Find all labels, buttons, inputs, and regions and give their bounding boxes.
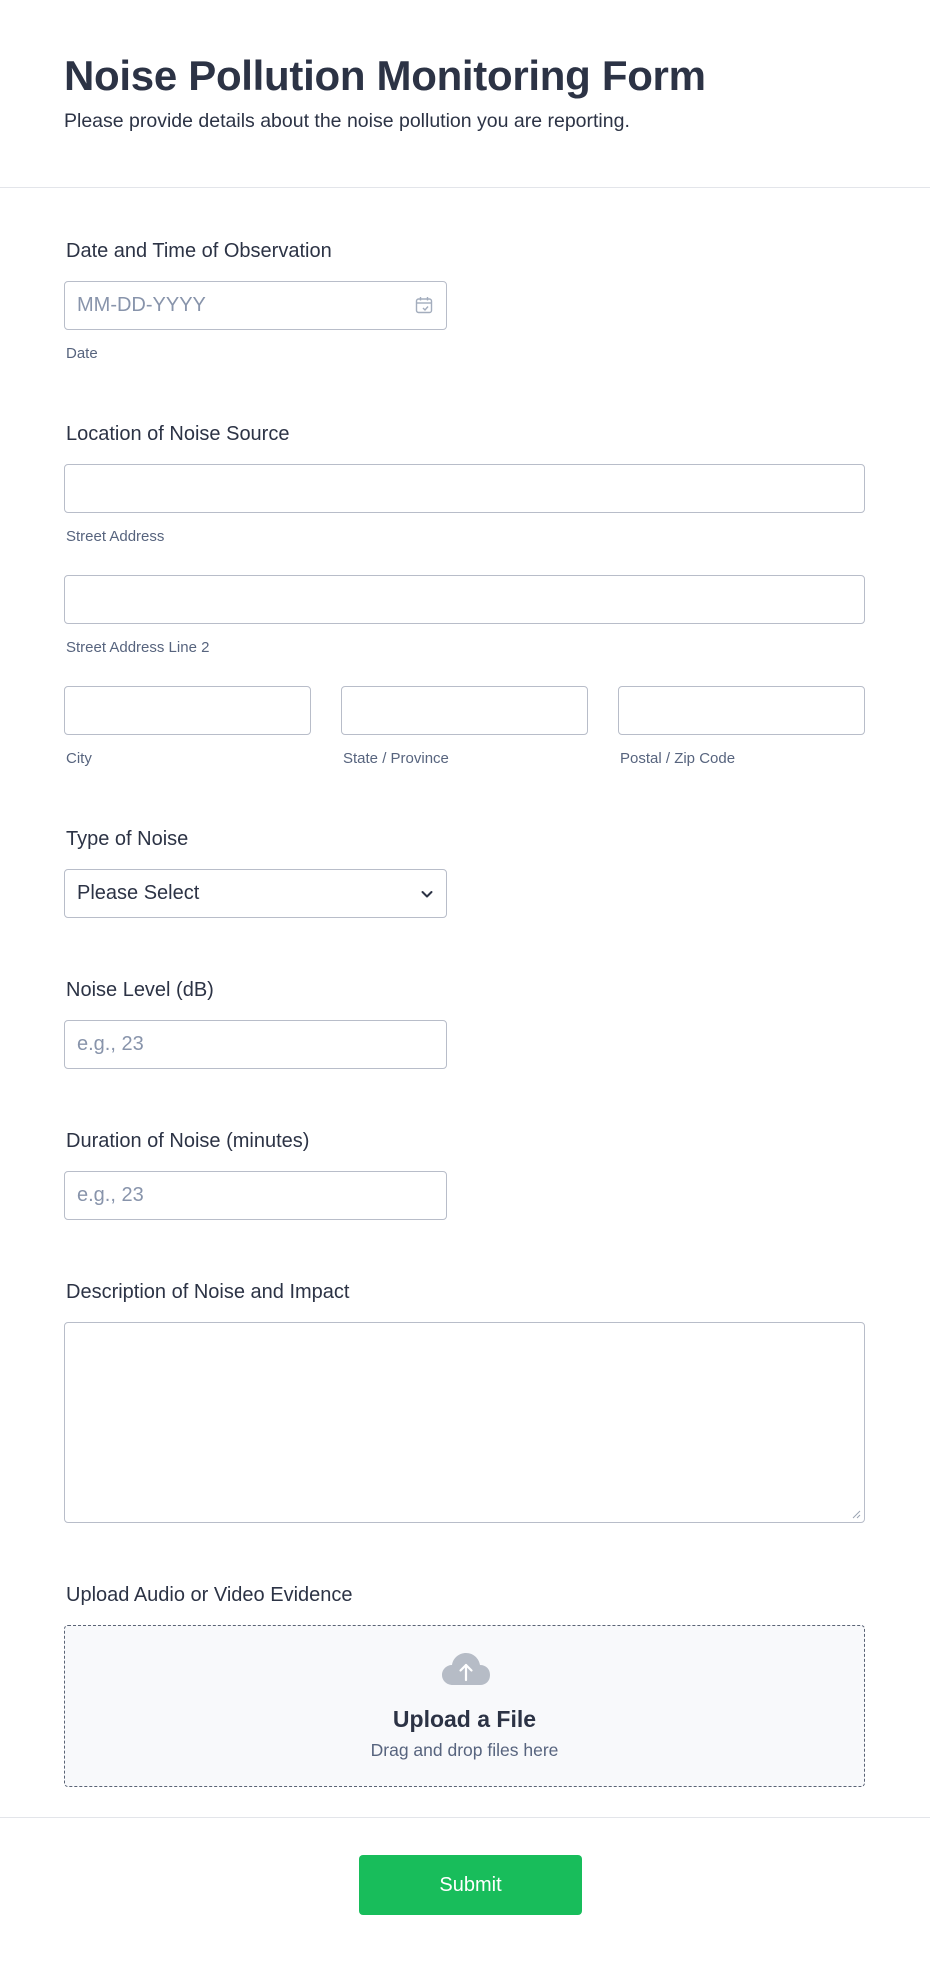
upload-title: Upload a File [392,1706,537,1732]
noise-type-selected: Please Select [77,882,200,904]
duration-label: Duration of Noise (minutes) [66,1130,310,1152]
noise-type-label: Type of Noise [66,828,189,850]
street-address-input[interactable] [64,464,865,513]
location-label: Location of Noise Source [66,423,290,445]
street-address-sublabel: Street Address [66,528,165,545]
duration-input[interactable] [64,1171,447,1220]
street-address-line2-sublabel: Street Address Line 2 [66,639,210,656]
resize-handle-icon[interactable] [851,1509,861,1519]
description-textarea[interactable] [64,1322,865,1523]
noise-type-select[interactable] [64,869,447,918]
noise-level-input[interactable] [64,1020,447,1069]
noise-level-placeholder: e.g., 23 [77,1033,144,1055]
date-input[interactable] [64,281,447,330]
city-input[interactable] [64,686,311,735]
file-upload-dropzone[interactable] [64,1625,865,1787]
description-label: Description of Noise and Impact [66,1281,350,1303]
date-placeholder: MM-DD-YYYY [77,294,206,316]
page-title: Noise Pollution Monitoring Form [64,52,706,99]
duration-placeholder: e.g., 23 [77,1184,144,1206]
page-subtitle: Please provide details about the noise pollution you are reporting. [64,110,630,132]
footer-divider [0,1817,930,1818]
zip-input[interactable] [618,686,865,735]
upload-subtitle: Drag and drop files here [370,1740,559,1760]
cloud-upload-icon [441,1651,491,1687]
zip-sublabel: Postal / Zip Code [620,750,736,767]
state-input[interactable] [341,686,588,735]
upload-label: Upload Audio or Video Evidence [66,1584,353,1606]
noise-level-label: Noise Level (dB) [66,979,214,1001]
chevron-down-icon [420,887,434,901]
submit-button[interactable]: Submit [359,1855,582,1915]
city-sublabel: City [66,750,92,767]
calendar-icon[interactable] [415,296,433,314]
form-header [0,0,930,188]
date-sublabel: Date [66,345,98,362]
state-sublabel: State / Province [343,750,449,767]
observation-label: Date and Time of Observation [66,240,332,262]
street-address-line2-input[interactable] [64,575,865,624]
